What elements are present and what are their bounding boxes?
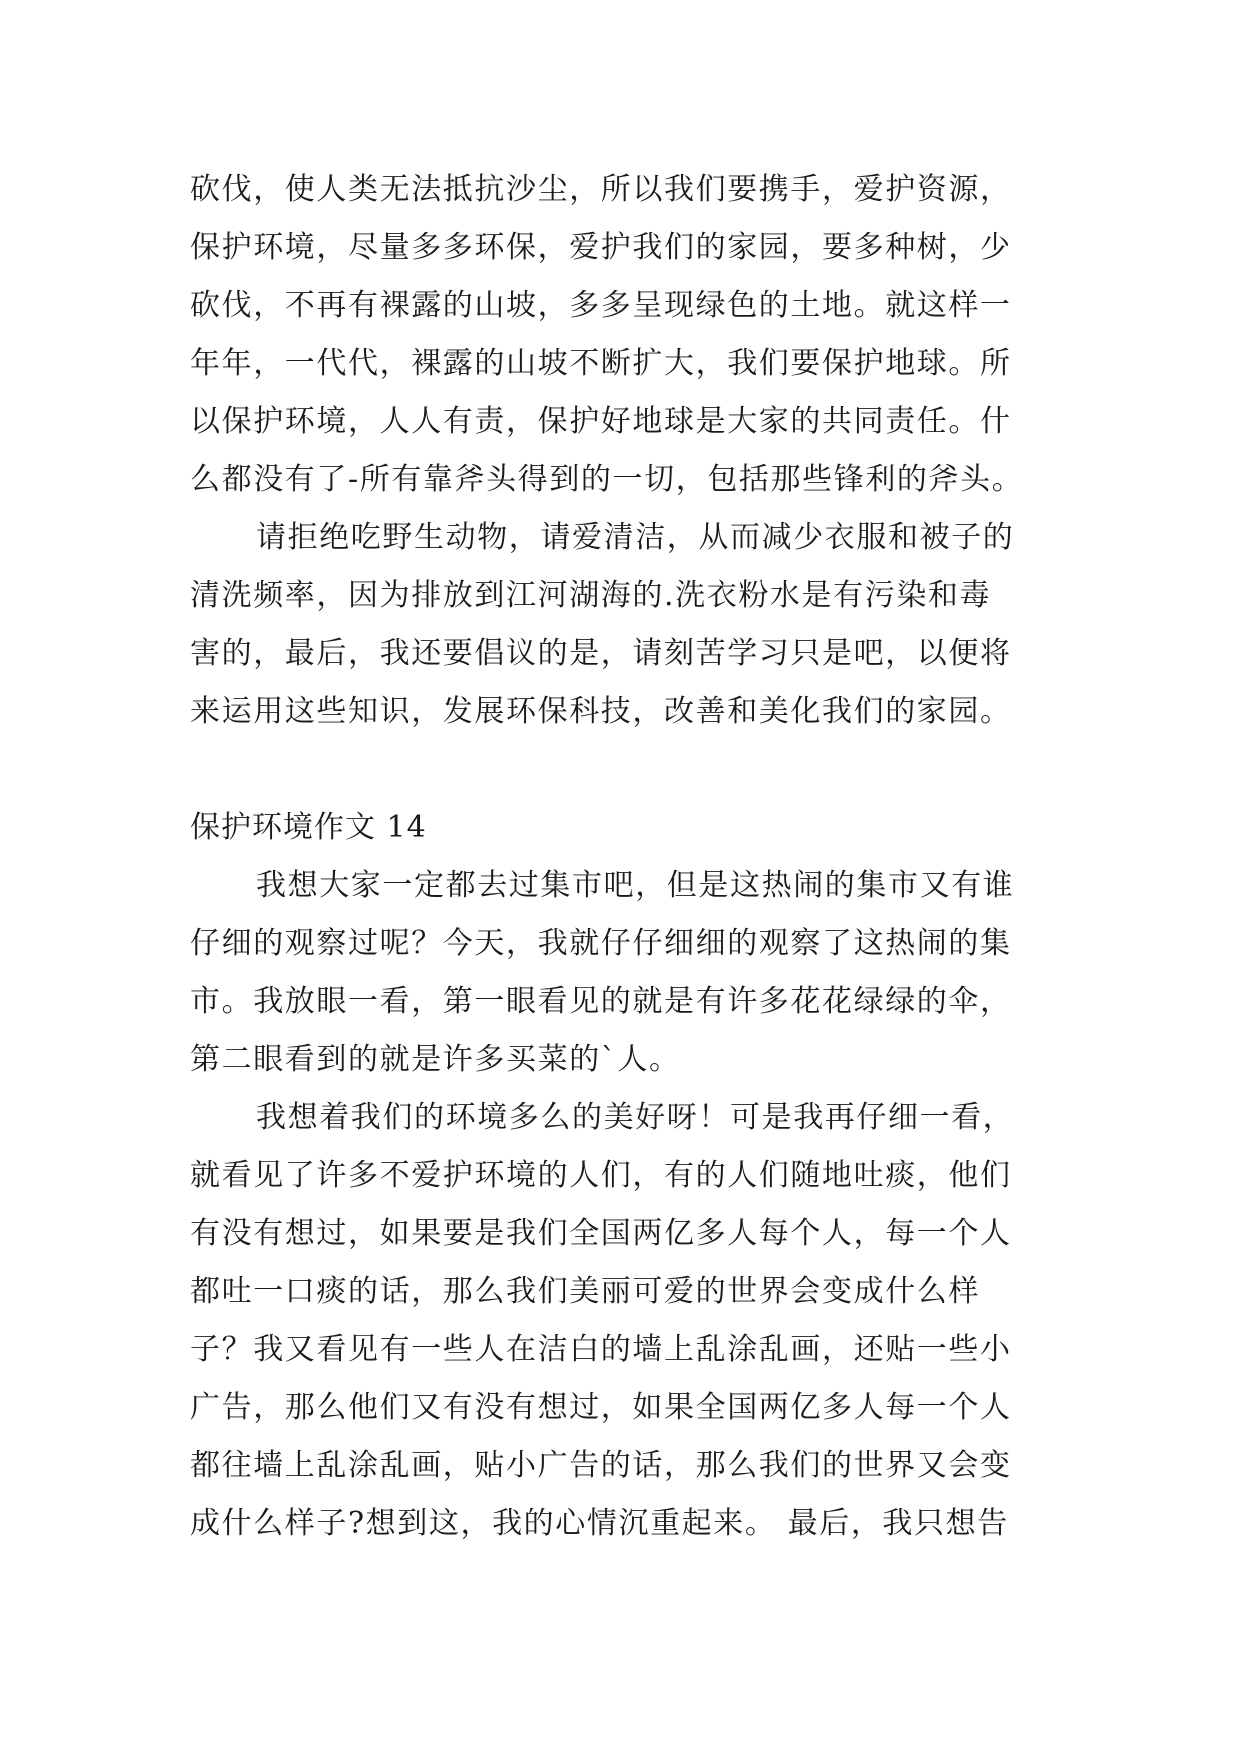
paragraph-line: 有没有想过，如果要是我们全国两亿多人每个人，每一个人	[190, 1216, 1012, 1251]
paragraph-line: 仔细的观察过呢？今天，我就仔仔细细的观察了这热闹的集	[190, 926, 1012, 961]
paragraph-line: 市。我放眼一看，第一眼看见的就是有许多花花绿绿的伞，	[190, 984, 1012, 1019]
paragraph-line: 成什么样子?想到这，我的心情沉重起来。 最后，我只想告	[190, 1506, 1009, 1541]
paragraph-line: 都吐一口痰的话，那么我们美丽可爱的世界会变成什么样	[190, 1274, 980, 1309]
paragraph-line: 年年，一代代，裸露的山坡不断扩大，我们要保护地球。所	[190, 346, 1012, 381]
paragraph-line: 子？我又看见有一些人在洁白的墙上乱涂乱画，还贴一些小	[190, 1332, 1012, 1367]
paragraph-line: 我想大家一定都去过集市吧，但是这热闹的集市又有谁	[256, 868, 1015, 903]
paragraph-line: 清洗频率，因为排放到江河湖海的.洗衣粉水是有污染和毒	[190, 578, 992, 613]
paragraph-line: 广告，那么他们又有没有想过，如果全国两亿多人每一个人	[190, 1390, 1012, 1425]
section-title: 保护环境作文 14	[190, 810, 427, 845]
paragraph-line: 来运用这些知识，发展环保科技，改善和美化我们的家园。	[190, 694, 1012, 729]
paragraph-line: 第二眼看到的就是许多买菜的`人。	[190, 1042, 681, 1077]
paragraph-line: 保护环境，尽量多多环保，爱护我们的家园，要多种树，少	[190, 230, 1012, 265]
paragraph-line: 以保护环境，人人有责，保护好地球是大家的共同责任。什	[190, 404, 1012, 439]
paragraph-line: 砍伐，使人类无法抵抗沙尘，所以我们要携手，爱护资源，	[190, 172, 1012, 207]
paragraph-line: 我想着我们的环境多么的美好呀！可是我再仔细一看，	[256, 1100, 1015, 1135]
paragraph-line: 砍伐，不再有裸露的山坡，多多呈现绿色的土地。就这样一	[190, 288, 1012, 323]
paragraph-line: 就看见了许多不爱护环境的人们，有的人们随地吐痰，他们	[190, 1158, 1012, 1193]
paragraph-line: 么都没有了-所有靠斧头得到的一切，包括那些锋利的斧头。	[190, 462, 1024, 497]
paragraph-line: 都往墙上乱涂乱画，贴小广告的话，那么我们的世界又会变	[190, 1448, 1012, 1483]
paragraph-line: 请拒绝吃野生动物，请爱清洁，从而减少衣服和被子的	[256, 520, 1015, 555]
paragraph-line: 害的，最后，我还要倡议的是，请刻苦学习只是吧，以便将	[190, 636, 1012, 671]
